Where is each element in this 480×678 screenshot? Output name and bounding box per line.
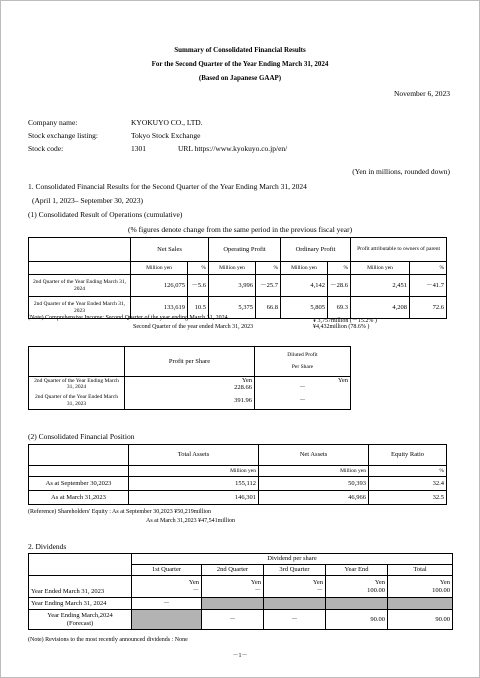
cell: －25.7 xyxy=(256,275,281,297)
diluted-profit-label: Diluted Profit xyxy=(287,351,318,358)
unit-yen: Million yen xyxy=(129,466,259,477)
section-1-subtitle: (1) Consolidated Result of Operations (cumulative) xyxy=(28,210,183,219)
cell: － xyxy=(132,598,202,610)
unit-yen: Million yen xyxy=(259,466,369,477)
col-profit-owners: Profit attributable to owners of parent xyxy=(351,238,447,262)
percent-note: (% figures denote change from the same period in the previous fiscal year) xyxy=(128,225,353,234)
cell xyxy=(326,576,388,598)
cell xyxy=(388,576,453,598)
col-2nd-quarter: 2nd Quarter xyxy=(202,565,264,576)
cell: 5,375 xyxy=(209,297,256,319)
unit-yen: Million yen xyxy=(351,262,410,275)
unit-pct: % xyxy=(328,262,351,275)
cell: － xyxy=(202,610,264,630)
cell-value: － xyxy=(254,586,261,594)
col-1st-quarter: 1st Quarter xyxy=(132,565,202,576)
comprehensive-line-2-value: ¥4,432million (78.6% ) xyxy=(313,324,370,330)
cell: 133,619 xyxy=(131,297,188,319)
col-diluted-profit xyxy=(255,347,351,377)
cell-value: － xyxy=(192,586,199,594)
cell xyxy=(264,576,326,598)
cell-value: 100.00 xyxy=(432,586,451,594)
row-label: 2nd Quarter of the Year Ended March 31, 2023 xyxy=(29,392,125,410)
unit-note: (Yen in millions, rounded down) xyxy=(352,167,450,176)
shaded-cell xyxy=(326,598,388,610)
unit-yen: Million yen xyxy=(281,262,328,275)
cell: －5.6 xyxy=(188,275,209,297)
report-date: November 6, 2023 xyxy=(393,89,450,98)
cell: 46,966 xyxy=(259,491,369,505)
cell: 90.00 xyxy=(388,610,453,630)
unit-pct: % xyxy=(369,466,447,477)
row-label: Year Ended March 31, 2023 xyxy=(29,576,132,598)
row-label xyxy=(29,610,132,630)
cell xyxy=(125,377,255,392)
section-2-title: (2) Consolidated Financial Position xyxy=(28,432,135,441)
table-row xyxy=(29,477,447,491)
row-label: 2nd Quarter of the Year Ended March 31, 2023 xyxy=(29,297,131,319)
revision-note: (Note) Revisions to the most recently announced dividends : None xyxy=(28,637,188,643)
equity-note-line-2: As at March 31,2023 ¥47,541million xyxy=(146,518,235,524)
shaded-cell xyxy=(202,598,264,610)
table-row xyxy=(29,392,351,410)
section-1-period: (April 1, 2023– September 30, 2023) xyxy=(32,196,144,205)
col-profit-per-share: Profit per Share xyxy=(125,347,255,377)
operations-table xyxy=(28,237,447,319)
company-name: KYOKUYO CO., LTD. xyxy=(131,118,203,127)
section-3-title: 2. Dividends xyxy=(28,542,67,551)
stock-code: 1301 xyxy=(131,144,146,153)
cell-value: － xyxy=(255,392,351,410)
unit-yen: Yen xyxy=(250,579,261,587)
unit-yen: Million yen xyxy=(209,262,256,275)
title-line-1: Summary of Consolidated Financial Results xyxy=(174,46,306,54)
cell: －41.7 xyxy=(410,275,447,297)
cell: 72.6 xyxy=(410,297,447,319)
listing-label: Stock exchange listing: xyxy=(28,131,98,140)
comprehensive-line-2-label: Second Quarter of the year ended March 31, 2023 xyxy=(133,324,254,330)
comprehensive-line-1-value: ¥ 3,757million (－15.2% ) xyxy=(313,318,377,324)
row-label: 2nd Quarter of the Year Ending March 31, 2024 xyxy=(29,377,125,392)
cell: 66.8 xyxy=(256,297,281,319)
col-equity-ratio: Equity Ratio xyxy=(369,445,447,466)
company-url-link[interactable]: URL https://www.kyokuyo.co.jp/en/ xyxy=(178,144,288,153)
page-number: －1－ xyxy=(232,653,248,659)
row-label: Year Ending March 31, 2024 xyxy=(29,598,132,610)
row-label: As at September 30,2023 xyxy=(29,477,129,491)
cell: － xyxy=(264,610,326,630)
cell: 5,805 xyxy=(281,297,328,319)
table-row xyxy=(29,598,453,610)
cell xyxy=(132,576,202,598)
comprehensive-line-1-label: (Note) Comprehensive Income: Second Quarter of the year ending March 31, 2024 xyxy=(28,315,228,321)
unit-pct: % xyxy=(410,262,447,275)
cell: 146,301 xyxy=(129,491,259,505)
unit-yen: Yen xyxy=(374,579,385,587)
table-row xyxy=(29,275,447,297)
cell: 3,996 xyxy=(209,275,256,297)
cell-value: 100.00 xyxy=(367,586,385,594)
unit-pct: % xyxy=(188,262,209,275)
stock-code-label: Stock code: xyxy=(28,144,64,153)
unit-yen: Yen xyxy=(312,579,323,587)
unit-yen: Yen xyxy=(241,377,252,384)
section-1-title: 1. Consolidated Financial Results for the Second Quarter of the Year Ending March 31, 2024 xyxy=(28,182,307,191)
shaded-cell xyxy=(264,598,326,610)
col-net-assets: Net Assets xyxy=(259,445,369,466)
unit-yen: Yen xyxy=(337,377,348,384)
financial-position-table xyxy=(28,444,447,505)
cell: 2,451 xyxy=(351,275,410,297)
title-line-2: For the Second Quarter of the Year Ending March 31, 2024 xyxy=(151,60,329,68)
col-net-sales: Net Sales xyxy=(131,238,209,262)
cell xyxy=(255,377,351,392)
listing-value: Tokyo Stock Exchange xyxy=(131,131,201,140)
cell: 90.00 xyxy=(326,610,388,630)
company-name-label: Company name: xyxy=(28,118,78,127)
row-label-line: Year Ending March,2024 xyxy=(47,612,113,620)
cell xyxy=(202,576,264,598)
per-share-label: Per Share xyxy=(291,363,314,370)
cell: 10.5 xyxy=(188,297,209,319)
cell: 126,075 xyxy=(131,275,188,297)
cell-value: 391.96 xyxy=(125,392,255,410)
shaded-cell xyxy=(132,610,202,630)
col-3rd-quarter: 3rd Quarter xyxy=(264,565,326,576)
equity-note-line-1: (Reference) Shareholders' Equity : As at September 30,2023 ¥50,219million xyxy=(28,509,212,515)
cell-value: － xyxy=(316,586,323,594)
col-total-assets: Total Assets xyxy=(129,445,259,466)
row-label: As at March 31,2023 xyxy=(29,491,129,505)
table-row xyxy=(29,377,351,392)
cell-value: － xyxy=(299,384,306,392)
unit-yen: Million yen xyxy=(131,262,188,275)
cell: 32.5 xyxy=(369,491,447,505)
cell-value: 228.66 xyxy=(234,384,252,392)
eps-table xyxy=(28,346,351,410)
row-label: 2nd Quarter of the Year Ending March 31, 2024 xyxy=(29,275,131,297)
table-row xyxy=(29,610,453,630)
cell: 4,208 xyxy=(351,297,410,319)
row-label-line: (Forecast) xyxy=(66,619,94,627)
unit-yen: Yen xyxy=(439,579,451,587)
dividends-table xyxy=(28,553,453,630)
unit-pct: % xyxy=(256,262,281,275)
col-ordinary-profit: Ordinary Profit xyxy=(281,238,351,262)
shaded-cell xyxy=(388,598,453,610)
cell: 32.4 xyxy=(369,477,447,491)
col-year-end: Year End xyxy=(326,565,388,576)
dividend-per-share-header: Dividend per share xyxy=(132,554,453,565)
title-line-3: (Based on Japanese GAAP) xyxy=(198,74,282,82)
col-operating-profit: Operating Profit xyxy=(209,238,281,262)
cell: －28.6 xyxy=(328,275,351,297)
table-row xyxy=(29,576,453,598)
table-row xyxy=(29,491,447,505)
cell: 4,142 xyxy=(281,275,328,297)
col-total: Total xyxy=(388,565,453,576)
cell: 50,393 xyxy=(259,477,369,491)
unit-yen: Yen xyxy=(188,579,199,587)
cell: 155,112 xyxy=(129,477,259,491)
cell: 69.3 xyxy=(328,297,351,319)
